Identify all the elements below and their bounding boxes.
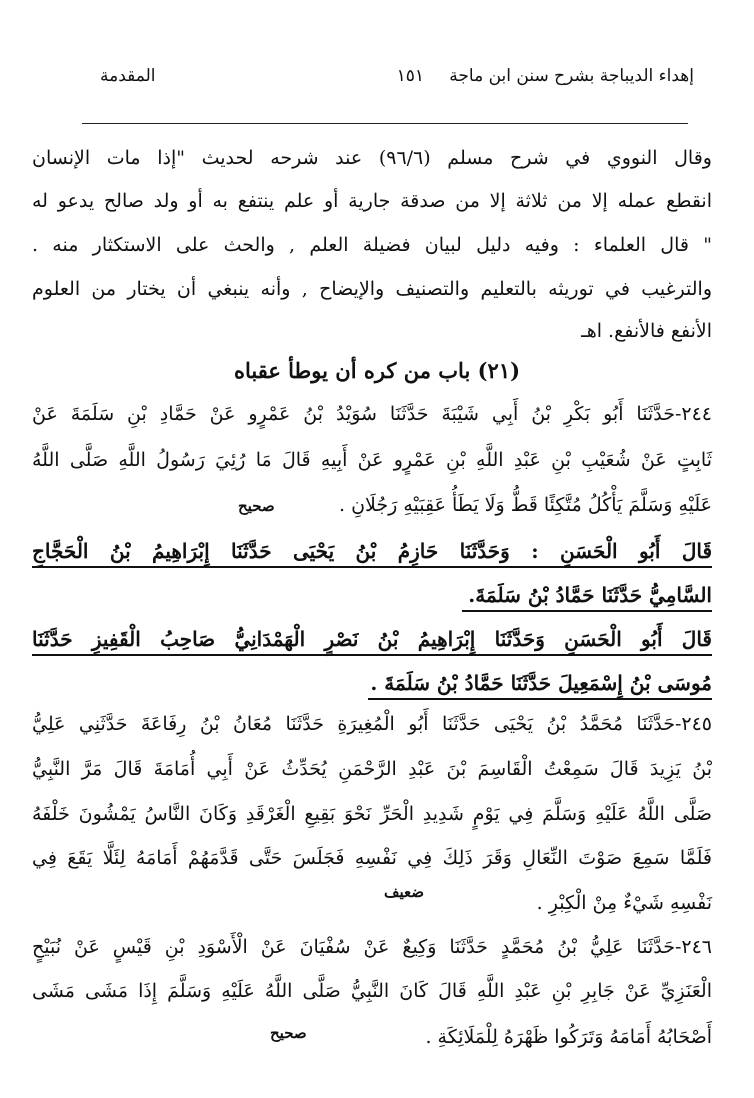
isnad-line: قَالَ أَبُو الْحَسَنِ : وَحَدَّثَنَا حَازِمُ بْنُ يَحْيَى حَدَّثَنَا إِبْرَاهِيمُ بْنُ الْحَجَّاجِ: [32, 539, 712, 563]
hadith-line: ٢٤٤-حَدَّثَنَا أَبُو بَكْرِ بْنُ أَبِي شَيْبَةَ حَدَّثَنَا سُوَيْدُ بْنُ عَمْرٍو عَنْ حَمَّادِ بْنِ سَلَمَةَ عَنْ: [32, 403, 712, 425]
hadith-line: بْنُ يَزِيدَ قَالَ سَمِعْتُ الْقَاسِمَ بْنَ عَبْدِ الرَّحْمَنِ يُحَدِّثُ عَنْ أَبِي أُمَامَةَ قَالَ مَرَّ النَّبِيُّ: [32, 758, 712, 780]
hadith-line: أَصْحَابُهُ أَمَامَهُ وَتَرَكُوا ظَهْرَهُ لِلْمَلَائِكَةِ .: [425, 1026, 712, 1048]
underline: [462, 610, 712, 612]
underline: [32, 654, 712, 656]
intro-line: وقال النووي في شرح مسلم (٩٦/٦) عند شرحه لحديث "إذا مات الإنسان: [32, 147, 712, 169]
underline: [32, 566, 712, 568]
underline: [368, 698, 712, 700]
isnad-line: مُوسَى بْنُ إِسْمَعِيلَ حَدَّثَنَا حَمَّادُ بْنُ سَلَمَةَ .: [370, 671, 712, 695]
grade-label: صحيح: [270, 1024, 307, 1042]
hadith-line: نَفْسِهِ شَيْءٌ مِنْ الْكِبْرِ .: [536, 892, 712, 914]
hadith-line: فَلَمَّا سَمِعَ صَوْتَ النِّعَالِ وَقَرَ ذَلِكَ فِي نَفْسِهِ فَجَلَسَ حَتَّى قَدَّمَهُمْ أَمَامَهُ لِئَلَّا يَقَعَ فِي: [32, 847, 712, 869]
isnad-line: السَّامِيُّ حَدَّثَنَا حَمَّادُ بْنُ سَلَمَةَ.: [468, 583, 712, 607]
hadith-line: صَلَّى اللَّهُ عَلَيْهِ وَسَلَّمَ فِي يَوْمٍ شَدِيدِ الْحَرِّ نَحْوَ بَقِيعِ الْغَرْقَدِ وَكَانَ النَّاسُ يَمْشُونَ خَلْفَهُ: [32, 803, 712, 825]
grade-label: ضعيف: [384, 883, 425, 901]
running-header: [60, 62, 694, 94]
grade-label: صحيح: [238, 497, 275, 515]
intro-line: الأنفع فالأنفع. اهـ: [581, 320, 712, 342]
hadith-line: ثَابِتٍ عَنْ شُعَيْبِ بْنِ عَبْدِ اللَّهِ بْنِ عَمْرٍو عَنْ أَبِيهِ قَالَ مَا رُئِيَ رَسُولُ اللَّهِ صَلَّى اللَّهُ: [32, 449, 712, 471]
page-number: ١٥١: [396, 66, 424, 86]
intro-line: والترغيب في توريثه بالتعليم والتصنيف والإيضاح , وأنه ينبغي أن يختار من العلوم: [32, 278, 712, 300]
chapter-heading: (٢١) باب من كره أن يوطأ عقباه: [233, 358, 521, 383]
book-title: إهداء الديباجة بشرح سنن ابن ماجة: [449, 66, 694, 86]
isnad-line: قَالَ أَبُو الْحَسَنِ وَحَدَّثَنَا إِبْرَاهِيمُ بْنُ نَصْرٍ الْهَمْدَانِيُّ صَاحِبُ الْقَفِيزِ حَدَّثَنَا: [32, 627, 712, 651]
header-rule: [82, 123, 688, 124]
hadith-line: ٢٤٥-حَدَّثَنَا مُحَمَّدُ بْنُ يَحْيَى حَدَّثَنَا أَبُو الْمُغِيرَةِ حَدَّثَنَا مُعَانُ بْنُ رِفَاعَةَ حَدَّثَنِي عَلِيُّ: [32, 713, 712, 735]
intro-line: " قال العلماء : وفيه دليل لبيان فضيلة العلم , والحث على الاستكثار منه .: [32, 234, 712, 256]
hadith-line: ٢٤٦-حَدَّثَنَا عَلِيُّ بْنُ مُحَمَّدٍ حَدَّثَنَا وَكِيعٌ عَنْ سُفْيَانَ عَنْ الْأَسْوَدِ بْنِ قَيْسٍ عَنْ نُبَيْحٍ: [32, 936, 712, 958]
section-name: المقدمة: [100, 66, 156, 86]
intro-line: انقطع عمله إلا من ثلاثة إلا من صدقة جارية أو علم ينتفع به أو ولد صالح يدعو له: [32, 190, 712, 212]
hadith-line: عَلَيْهِ وَسَلَّمَ يَأْكُلُ مُتَّكِئًا قَطُّ وَلَا يَطَأُ عَقِبَيْهِ رَجُلَانِ .: [338, 494, 712, 516]
hadith-line: الْعَنَزِيِّ عَنْ جَابِرِ بْنِ عَبْدِ اللَّهِ قَالَ كَانَ النَّبِيُّ صَلَّى اللَّهُ عَلَيْهِ وَسَلَّمَ إِذَا مَشَى مَشَى: [32, 980, 712, 1002]
